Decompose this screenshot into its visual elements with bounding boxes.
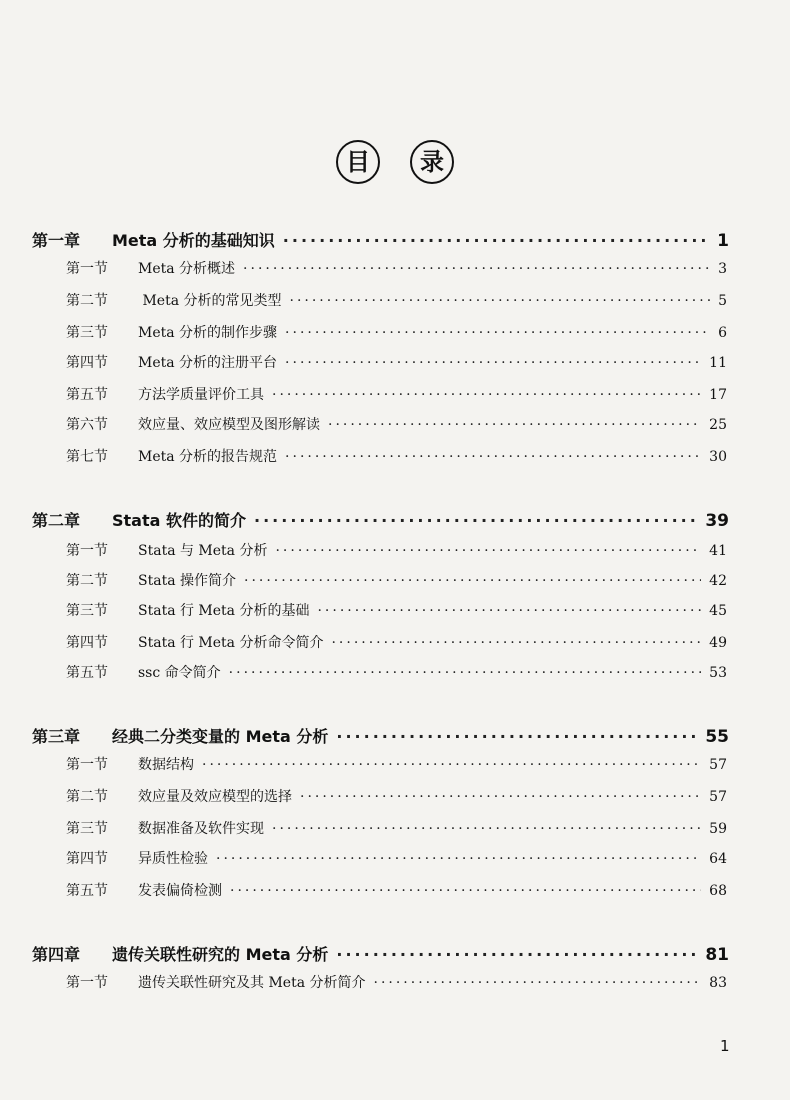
dot-leader (244, 573, 701, 589)
section-title: 遗传关联性研究及其 Meta 分析简介 (138, 975, 366, 991)
section-title: Stata 操作简介 (138, 573, 236, 589)
section-title: Meta 分析的常见类型 (138, 293, 282, 309)
dot-leader (229, 665, 702, 681)
section-title: 发表偏倚检测 (138, 883, 222, 899)
section-page-number: 45 (709, 603, 727, 619)
dot-leader (317, 603, 701, 619)
section-title: 数据结构 (138, 757, 194, 773)
toc-chapter-row (32, 508, 729, 531)
title-char-1: 目 (336, 140, 380, 184)
section-title: Meta 分析的注册平台 (138, 355, 278, 371)
toc-chapter-row (32, 942, 729, 965)
toc-section-row (66, 662, 727, 682)
toc-section-row (66, 446, 727, 466)
section-number: 第二节 (66, 789, 108, 805)
toc-section-row (66, 352, 727, 372)
chapter-number: 第一章 (32, 231, 81, 250)
section-number: 第四节 (66, 635, 108, 651)
dot-leader (283, 231, 709, 250)
section-number: 第一节 (66, 975, 108, 991)
toc-section-row (66, 414, 727, 434)
section-page-number: 83 (709, 975, 727, 991)
section-page-number: 53 (709, 665, 727, 681)
toc-section-row (66, 972, 727, 992)
section-page-number: 59 (709, 821, 727, 837)
section-number: 第三节 (66, 603, 108, 619)
section-page-number: 41 (709, 543, 727, 559)
section-number: 第四节 (66, 851, 108, 867)
section-page-number: 64 (709, 851, 727, 867)
chapter-title: 遗传关联性研究的 Meta 分析 (112, 945, 329, 964)
dot-leader (230, 883, 701, 899)
section-title: ssc 命令简介 (138, 665, 221, 681)
section-number: 第五节 (66, 387, 108, 403)
chapter-title: Meta 分析的基础知识 (112, 231, 275, 250)
dot-leader (254, 511, 697, 530)
chapter-page-number: 81 (705, 945, 729, 965)
section-page-number: 11 (709, 355, 727, 371)
chapter-number: 第四章 (32, 945, 81, 964)
dot-leader (285, 449, 701, 465)
section-title: Stata 行 Meta 分析命令简介 (138, 635, 324, 651)
section-number: 第三节 (66, 821, 108, 837)
toc-section-row (66, 540, 727, 560)
dot-leader (328, 417, 701, 433)
section-number: 第二节 (66, 573, 108, 589)
section-number: 第二节 (66, 293, 108, 309)
section-title: 效应量、效应模型及图形解读 (138, 417, 320, 433)
dot-leader (374, 975, 702, 991)
dot-leader (290, 293, 711, 309)
section-number: 第四节 (66, 355, 108, 371)
dot-leader (285, 325, 710, 341)
section-number: 第一节 (66, 543, 108, 559)
dot-leader (336, 727, 697, 746)
chapter-title: Stata 软件的简介 (112, 511, 246, 530)
section-title: Meta 分析的制作步骤 (138, 325, 278, 341)
section-number: 第五节 (66, 665, 108, 681)
section-number: 第三节 (66, 325, 108, 341)
section-page-number: 6 (718, 325, 727, 341)
dot-leader (243, 261, 710, 277)
section-page-number: 30 (709, 449, 727, 465)
section-page-number: 57 (709, 789, 727, 805)
toc-section-row (66, 384, 727, 404)
chapter-number: 第三章 (32, 727, 81, 746)
toc-section-row (66, 258, 727, 278)
toc-section-row (66, 570, 727, 590)
section-title: Meta 分析的报告规范 (138, 449, 278, 465)
dot-leader (272, 821, 701, 837)
section-page-number: 68 (709, 883, 727, 899)
section-page-number: 3 (718, 261, 727, 277)
section-number: 第五节 (66, 883, 108, 899)
dot-leader (202, 757, 701, 773)
chapter-number: 第二章 (32, 511, 81, 530)
dot-leader (272, 387, 701, 403)
dot-leader (275, 543, 701, 559)
toc-section-row (66, 848, 727, 868)
toc-section-row (66, 290, 727, 310)
toc-section-row (66, 322, 727, 342)
toc-section-row (66, 754, 727, 774)
section-page-number: 25 (709, 417, 727, 433)
toc-chapter-row (32, 228, 729, 251)
section-title: Stata 行 Meta 分析的基础 (138, 603, 310, 619)
section-page-number: 49 (709, 635, 727, 651)
section-page-number: 5 (718, 293, 727, 309)
section-title: 效应量及效应模型的选择 (138, 789, 292, 805)
dot-leader (216, 851, 701, 867)
dot-leader (300, 789, 701, 805)
toc-section-row (66, 818, 727, 838)
section-number: 第六节 (66, 417, 108, 433)
toc-section-row (66, 880, 727, 900)
section-title: 数据准备及软件实现 (138, 821, 264, 837)
section-number: 第一节 (66, 757, 108, 773)
chapter-page-number: 1 (717, 231, 729, 251)
section-title: Stata 与 Meta 分析 (138, 543, 268, 559)
dot-leader (285, 355, 701, 371)
chapter-title: 经典二分类变量的 Meta 分析 (112, 727, 329, 746)
page-number: 1 (720, 1037, 730, 1055)
section-number: 第七节 (66, 449, 108, 465)
page-title (0, 140, 790, 184)
section-page-number: 57 (709, 757, 727, 773)
section-number: 第一节 (66, 261, 108, 277)
title-char-2: 录 (410, 140, 454, 184)
chapter-page-number: 55 (705, 727, 729, 747)
toc-section-row (66, 600, 727, 620)
toc-chapter-row (32, 724, 729, 747)
dot-leader (336, 945, 697, 964)
toc-section-row (66, 786, 727, 806)
section-page-number: 17 (709, 387, 727, 403)
chapter-page-number: 39 (705, 511, 729, 531)
section-title: Meta 分析概述 (138, 261, 236, 277)
section-title: 异质性检验 (138, 851, 208, 867)
toc-section-row (66, 632, 727, 652)
section-title: 方法学质量评价工具 (138, 387, 264, 403)
dot-leader (331, 635, 701, 651)
section-page-number: 42 (709, 573, 727, 589)
